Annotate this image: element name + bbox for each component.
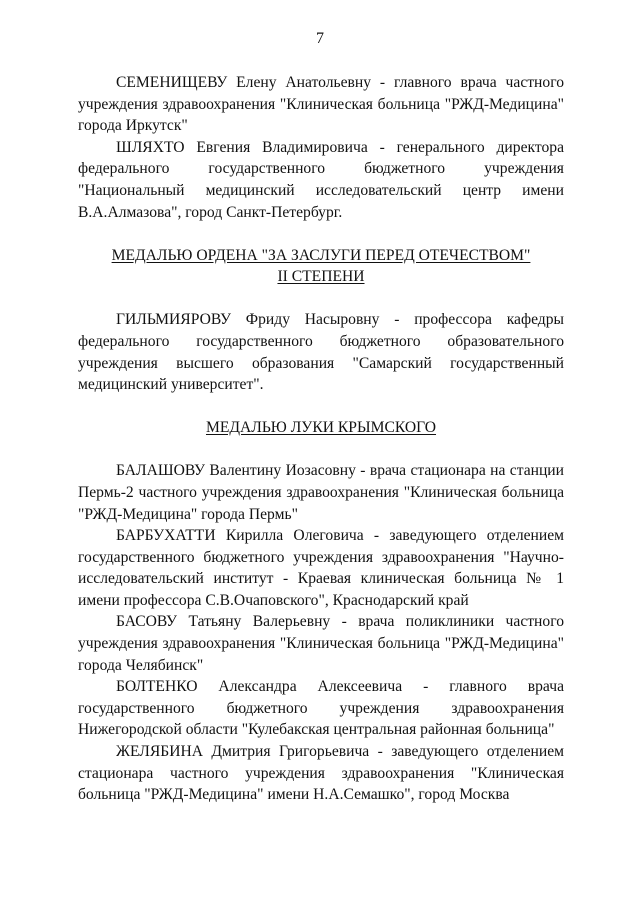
award-entry: СЕМЕНИЩЕВУ Елену Анатольевну - главного врача частного учреждения здравоохранения "Клиническая больница "РЖД-Медицина" города Иркутск"	[78, 74, 564, 135]
award-entry: БАСОВУ Татьяну Валерьевну - врача поликлиники частного учреждения здравоохранения "Клиническая больница "РЖД-Медицина" города Челябинск"	[78, 613, 564, 674]
award-entry: ЖЕЛЯБИНА Дмитрия Григорьевича - заведующего отделением стационара частного учреждения здравоохранения "Клиническая больница "РЖД-Медицина" имени Н.А.Семашко", город Москва	[78, 743, 564, 804]
award-entry: БОЛТЕНКО Александра Алексеевича - главного врача государственного бюджетного учреждения здравоохранения Нижегородской области "Кулебакская центральная районная больница"	[78, 678, 564, 739]
award-entry: БАРБУХАТТИ Кирилла Олеговича - заведующего отделением государственного бюджетного учреждения здравоохранения "Научно-исследовательский институт - Краевая клиническая больница № 1 имени профессора С.В.Очаповского", Краснодарский край	[78, 527, 564, 609]
award-section-continued	[78, 72, 564, 223]
award-section-medal-luka-krymsky	[78, 417, 564, 806]
section-heading: МЕДАЛЬЮ ОРДЕНА "ЗА ЗАСЛУГИ ПЕРЕД ОТЕЧЕСТВОМ"	[111, 246, 531, 264]
award-entry: БАЛАШОВУ Валентину Иозасовну - врача стационара на станции Пермь-2 частного учреждения здравоохранения "Клиническая больница "РЖД-Медицина" города Пермь"	[78, 462, 564, 523]
section-heading: МЕДАЛЬЮ ЛУКИ КРЫМСКОГО	[205, 419, 437, 437]
award-section-medal-order-merit	[78, 245, 564, 396]
award-entry: ШЛЯХТО Евгения Владимировича - генерального директора федерального государственного бюджетного учреждения "Национальный медицинский исследовательский центр имени В.А.Алмазова", город Санкт-Петербург.	[78, 138, 564, 221]
page-number: 7	[316, 30, 324, 47]
award-entry: ГИЛЬМИЯРОВУ Фриду Насыровну - профессора кафедры федерального государственного бюджетного образовательного учреждения высшего образования "Самарский государственный медицинский университет".	[78, 311, 564, 394]
section-heading-line2: II СТЕПЕНИ	[277, 268, 365, 286]
document-body	[78, 72, 564, 806]
